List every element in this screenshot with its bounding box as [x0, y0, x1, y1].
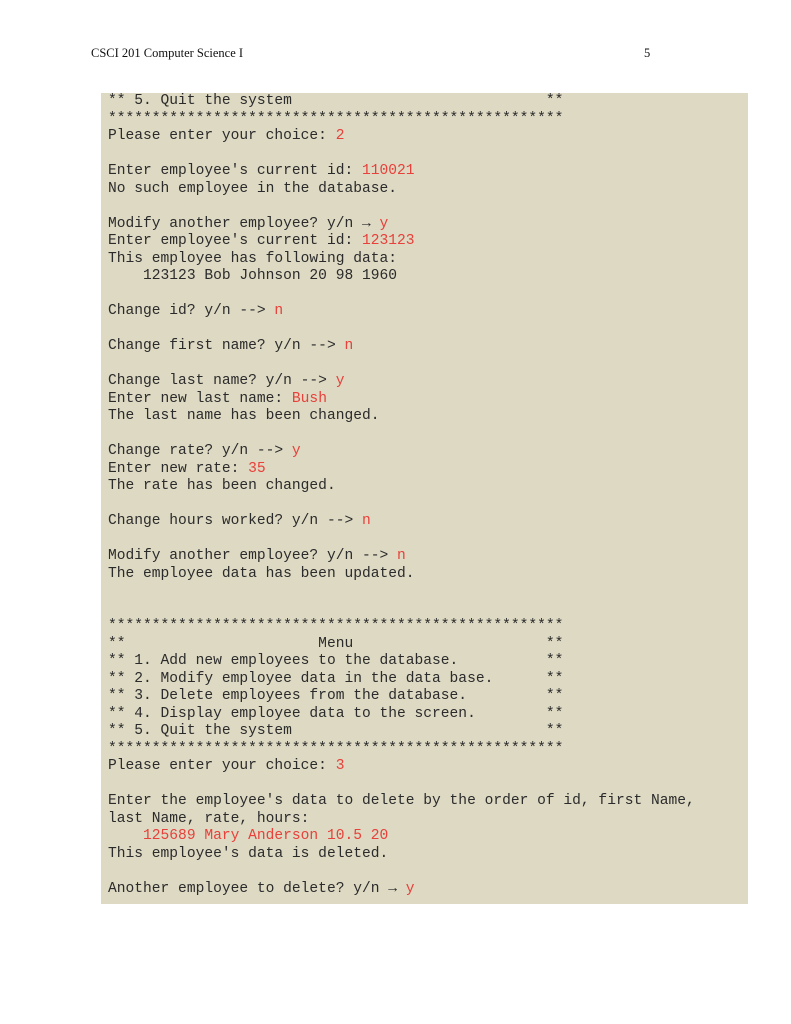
user-input: y: [291, 443, 301, 459]
console-line: Change id? y/n --> n: [108, 303, 284, 319]
console-line: Enter employee's current id: 123123: [108, 233, 415, 249]
user-input: n: [361, 513, 371, 529]
page-number: 5: [644, 46, 651, 60]
user-input: 2: [335, 128, 345, 144]
console-line: Change last name? y/n --> y: [108, 373, 345, 389]
console-line: ** 5. Quit the system **: [108, 93, 564, 109]
menu-item: ** 1. Add new employees to the database. **: [108, 653, 564, 669]
user-input: n: [274, 303, 284, 319]
menu-title: ** Menu **: [108, 635, 564, 652]
console-line: This employee has following data:: [108, 250, 398, 267]
console-line: Change first name? y/n --> n: [108, 338, 354, 354]
user-input: y: [335, 373, 345, 389]
console-line: No such employee in the database.: [108, 180, 398, 197]
menu-item: ** 2. Modify employee data in the data base. **: [108, 670, 564, 687]
console-line: Another employee to delete? y/n → y: [108, 880, 415, 897]
console-line: 123123 Bob Johnson 20 98 1960: [108, 268, 398, 284]
user-input: y: [405, 880, 415, 897]
user-input: y: [379, 215, 389, 232]
console-line: Change hours worked? y/n --> n: [108, 513, 371, 529]
console-line: ****************************************************: [108, 110, 564, 127]
user-input: 35: [248, 460, 266, 477]
user-input: n: [397, 548, 406, 564]
console-line: Enter the employee's data to delete by the order of id, first Name,: [108, 793, 695, 809]
menu-item: ** 3. Delete employees from the database. **: [108, 688, 564, 704]
user-input: n: [344, 338, 354, 354]
console-line: last Name, rate, hours:: [108, 810, 310, 827]
console-line: The employee data has been updated.: [108, 565, 415, 582]
console-line: Please enter your choice: 2: [108, 128, 345, 144]
console-line: [108, 828, 748, 846]
console-line: The last name has been changed.: [108, 408, 380, 424]
console-output: [101, 93, 748, 904]
user-input: 3: [335, 758, 345, 774]
console-line: Please enter your choice: 3: [108, 758, 345, 774]
console-line: Enter employee's current id: 110021: [108, 163, 415, 179]
console-line: Enter new last name: Bush: [108, 390, 327, 407]
console-line: Modify another employee? y/n --> n: [108, 548, 406, 564]
user-input: Bush: [291, 390, 327, 407]
page-header-course: CSCI 201 Computer Science I: [91, 46, 244, 60]
user-input: 110021: [361, 163, 415, 179]
console-line: Change rate? y/n --> y: [108, 443, 301, 459]
console-line: Modify another employee? y/n → y: [108, 215, 389, 232]
user-input: 123123: [361, 233, 415, 249]
console-line: The rate has been changed.: [108, 478, 336, 494]
menu-border: ****************************************************: [108, 618, 564, 634]
console-line: Enter new rate: 35: [108, 460, 266, 477]
menu-item: ** 4. Display employee data to the screen. **: [108, 705, 564, 722]
user-input: 125689 Mary Anderson 10.5 20: [143, 828, 389, 844]
menu-item: ** 5. Quit the system **: [108, 723, 564, 739]
menu-border: ****************************************************: [108, 740, 564, 757]
console-line: This employee's data is deleted.: [108, 845, 389, 862]
